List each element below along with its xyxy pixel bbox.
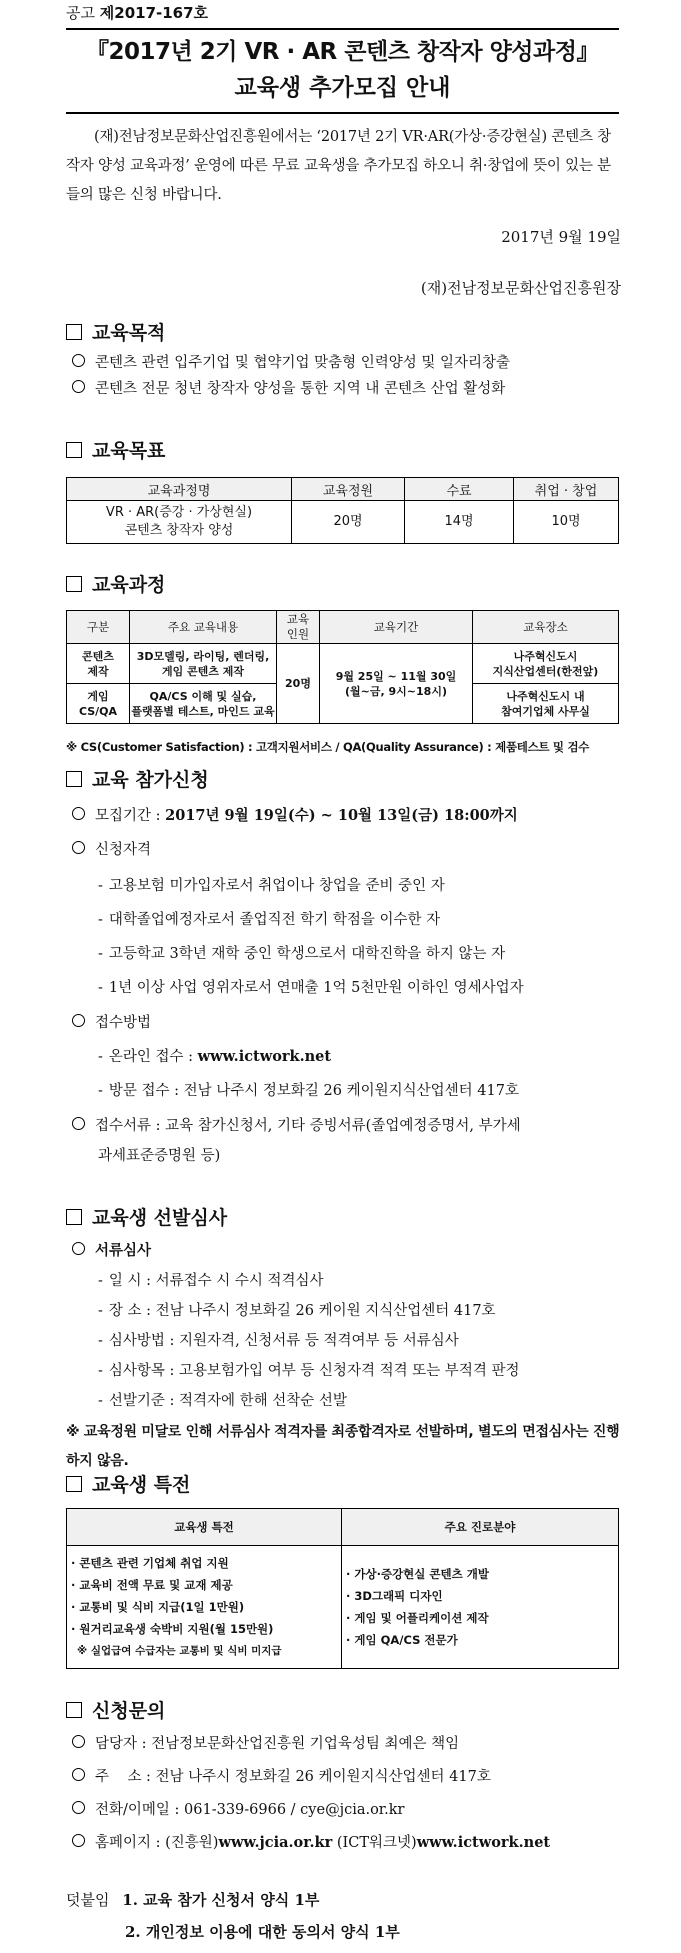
title-line1: 『2017년 2기 VR · AR 콘텐츠 창작자 양성과정』 xyxy=(86,39,599,65)
course-table xyxy=(66,610,619,724)
section-course-title: 교육과정 xyxy=(92,574,166,596)
career-item: · 3D그래픽 디자인 xyxy=(346,1589,443,1603)
circle-bullet-icon xyxy=(72,1117,85,1130)
circle-bullet-icon xyxy=(72,807,85,820)
course-footnote: ※ CS(Customer Satisfaction) : 고객지원서비스 / QA(Quality Assurance) : 제품테스트 및 검수 xyxy=(66,740,590,754)
select-warning: ※ 교육정원 미달로 인해 서류심사 적격자를 최종합격자로 선발하며, 별도의 면접심사는 진행하지 않음. xyxy=(66,1424,620,1469)
course-place-line1: 나주혁신도시 xyxy=(513,649,578,663)
course-header-capacity-line1: 교육 xyxy=(286,612,310,626)
table-row xyxy=(67,644,619,684)
homepage-link-jcia[interactable]: www.jcia.or.kr xyxy=(218,1834,333,1851)
checkbox-square-icon xyxy=(66,1476,82,1492)
attachment-1 xyxy=(66,1889,319,1910)
course-content-line1: 3D모델링, 라이팅, 렌더링, xyxy=(136,649,270,663)
career-item: · 가상·증강현실 콘텐츠 개발 xyxy=(346,1567,489,1581)
checkbox-square-icon xyxy=(66,771,82,787)
qualification-item-text: 고용보험 미가입자로서 취업이나 창업을 준비 중인 자 xyxy=(108,878,445,894)
section-benefit xyxy=(66,1470,190,1497)
circle-bullet-icon xyxy=(72,1014,85,1027)
career-item: · 게임 QA/CS 전문가 xyxy=(346,1633,458,1647)
course-category-line1: 콘텐츠 xyxy=(82,649,114,663)
course-content-line1: QA/CS 이해 및 실습, xyxy=(149,689,257,703)
checkbox-square-icon xyxy=(66,442,82,458)
issuer: (재)전남정보문화산업진흥원장 xyxy=(420,279,621,297)
notice-number xyxy=(66,2,208,23)
course-category-line2: CS/QA xyxy=(78,704,118,718)
qualification-item-text: 고등학교 3학년 재학 중인 학생으로서 대학진학을 하지 않는 자 xyxy=(108,946,506,962)
checkbox-square-icon xyxy=(66,1209,82,1225)
apply-docs-line2: 과세표준증명원 등) xyxy=(98,1148,221,1164)
benefit-note: ※ 실업급여 수급자는 교통비 및 식비 미지급 xyxy=(77,1645,282,1657)
benefit-item: · 원거리교육생 숙박비 지원(월 15만원) xyxy=(71,1622,274,1636)
attachment-item: 1. 교육 참가 신청서 양식 1부 xyxy=(122,1891,320,1909)
section-benefit-title: 교육생 특전 xyxy=(92,1474,191,1496)
goal-employment: 10명 xyxy=(514,501,619,544)
section-purpose xyxy=(66,318,165,345)
apply-docs-line1: 접수서류 : 교육 참가신청서, 기타 증빙서류(졸업예정증명서, 부가세 xyxy=(95,1118,521,1134)
goal-completion: 14명 xyxy=(405,501,514,544)
goal-header-completion: 수료 xyxy=(405,478,514,501)
goal-table xyxy=(66,477,619,544)
course-capacity: 20명 xyxy=(277,644,320,724)
inquiry-homepage-label: 홈페이지 : (진흥원) xyxy=(95,1835,219,1851)
benefit-header: 교육생 특전 xyxy=(67,1509,342,1546)
title-block xyxy=(66,28,619,114)
benefit-table xyxy=(66,1508,619,1669)
goal-header-employment: 취업 · 창업 xyxy=(514,478,619,501)
attachment-item: 2. 개인정보 이용에 대한 동의서 양식 1부 xyxy=(125,1923,400,1941)
method-online-link[interactable]: www.ictwork.net xyxy=(197,1048,332,1065)
select-item-text: 장 소 : 전남 나주시 정보화길 26 케이원 지식산업센터 417호 xyxy=(108,1303,496,1319)
homepage-link-ictwork[interactable]: www.ictwork.net xyxy=(416,1834,551,1851)
qualification-item: - 고등학교 3학년 재학 중인 학생으로서 대학진학을 하지 않는 자 xyxy=(98,946,506,962)
qualification-item-text: 1년 이상 사업 영위자로서 연매출 1억 5천만원 이하인 영세사업자 xyxy=(108,980,524,996)
select-item-text: 일 시 : 서류접수 시 수시 적격심사 xyxy=(108,1273,324,1289)
circle-bullet-icon xyxy=(72,1834,85,1847)
qualification-item: - 고용보험 미가입자로서 취업이나 창업을 준비 중인 자 xyxy=(98,878,445,894)
notice-date: 2017년 9월 19일 xyxy=(501,228,621,246)
apply-period-label: 모집기간 : xyxy=(95,808,161,824)
inquiry-manager-text: 담당자 : 전남정보문화산업진흥원 기업육성팀 최예은 책임 xyxy=(95,1736,460,1752)
select-item: - 심사방법 : 지원자격, 신청서류 등 적격여부 등 서류심사 xyxy=(98,1333,459,1349)
goal-course-name-line2: 콘텐츠 창작자 양성 xyxy=(124,523,234,538)
section-apply xyxy=(66,765,209,792)
section-purpose-title: 교육목적 xyxy=(92,322,166,344)
attachment-2 xyxy=(125,1921,400,1942)
course-header-capacity xyxy=(277,611,320,644)
section-inquiry-title: 신청문의 xyxy=(92,1700,166,1722)
apply-qualification-label: 신청자격 xyxy=(95,842,152,858)
career-header: 주요 진로분야 xyxy=(342,1509,619,1546)
title-line2: 교육생 추가모집 안내 xyxy=(234,75,451,101)
career-list xyxy=(342,1546,619,1669)
course-period xyxy=(320,644,473,724)
attachment-label: 덧붙임 xyxy=(66,1891,110,1909)
method-online-label: 온라인 접수 : xyxy=(108,1049,194,1065)
circle-bullet-icon xyxy=(72,1242,85,1255)
select-item-text: 심사항목 : 고용보험가입 여부 등 신청자격 적격 또는 부적격 판정 xyxy=(108,1363,520,1379)
purpose-item xyxy=(72,351,510,372)
inquiry-contact xyxy=(72,1798,404,1819)
checkbox-square-icon xyxy=(66,324,82,340)
goal-header-name: 교육과정명 xyxy=(67,478,292,501)
checkbox-square-icon xyxy=(66,576,82,592)
select-doc-review xyxy=(72,1239,151,1260)
course-place xyxy=(473,684,619,724)
inquiry-homepage-mid: (ICT워크넷) xyxy=(332,1835,417,1851)
section-goal-title: 교육목표 xyxy=(92,440,166,462)
course-header-capacity-line2: 인원 xyxy=(286,627,310,641)
select-item-text: 선발기준 : 적격자에 한해 선착순 선발 xyxy=(108,1393,347,1409)
course-header-place: 교육장소 xyxy=(473,611,619,644)
course-content-line2: 게임 콘텐츠 제작 xyxy=(161,664,245,678)
apply-docs xyxy=(72,1114,521,1135)
apply-method xyxy=(72,1011,151,1032)
course-header-content: 주요 교육내용 xyxy=(130,611,277,644)
section-select-title: 교육생 선발심사 xyxy=(92,1207,228,1229)
select-item: - 일 시 : 서류접수 시 수시 적격심사 xyxy=(98,1273,324,1289)
benefit-item: · 교육비 전액 무료 및 교재 제공 xyxy=(71,1578,233,1592)
course-category xyxy=(67,684,130,724)
circle-bullet-icon xyxy=(72,354,85,367)
inquiry-homepage xyxy=(72,1831,550,1852)
course-place xyxy=(473,644,619,684)
notice-number-value: 제2017-167호 xyxy=(99,4,209,22)
apply-method-label: 접수방법 xyxy=(95,1015,152,1031)
apply-period-value: 2017년 9월 19일(수) ~ 10월 13일(금) 18:00까지 xyxy=(165,807,518,824)
method-visit: - 방문 접수 : 전남 나주시 정보화길 26 케이원지식산업센터 417호 xyxy=(98,1083,519,1099)
method-visit-text: 방문 접수 : 전남 나주시 정보화길 26 케이원지식산업센터 417호 xyxy=(108,1083,519,1099)
select-doc-label: 서류심사 xyxy=(95,1242,152,1259)
benefit-list xyxy=(67,1546,342,1669)
notice-label: 공고 xyxy=(66,4,95,22)
benefit-item: · 교통비 및 식비 지급(1일 1만원) xyxy=(71,1600,245,1614)
course-content xyxy=(130,684,277,724)
goal-capacity: 20명 xyxy=(292,501,405,544)
qualification-item-text: 대학졸업예정자로서 졸업직전 학기 학점을 이수한 자 xyxy=(108,912,441,928)
goal-course-name-line1: VR · AR(증강 · 가상현실) xyxy=(105,505,253,520)
section-select xyxy=(66,1203,227,1230)
circle-bullet-icon xyxy=(72,1801,85,1814)
select-item: - 장 소 : 전남 나주시 정보화길 26 케이원 지식산업센터 417호 xyxy=(98,1303,496,1319)
purpose-item xyxy=(72,377,505,398)
circle-bullet-icon xyxy=(72,1735,85,1748)
course-period-line2: (월~금, 9시~18시) xyxy=(345,684,447,698)
course-period-line1: 9월 25일 ~ 11월 30일 xyxy=(335,669,457,683)
course-header-period: 교육기간 xyxy=(320,611,473,644)
purpose-item-text: 콘텐츠 전문 청년 창작자 양성을 통한 지역 내 콘텐츠 산업 활성화 xyxy=(95,381,506,397)
goal-course-name xyxy=(67,501,292,544)
inquiry-address xyxy=(72,1765,491,1786)
inquiry-address-text: 주 소 : 전남 나주시 정보화길 26 케이원지식산업센터 417호 xyxy=(95,1769,491,1785)
course-category-line2: 제작 xyxy=(87,664,109,678)
career-item: · 게임 및 어플리케이션 제작 xyxy=(346,1611,489,1625)
section-apply-title: 교육 참가신청 xyxy=(92,769,209,791)
inquiry-contact-text: 전화/이메일 : 061-339-6966 / cye@jcia.or.kr xyxy=(95,1802,405,1818)
qualification-item: - 1년 이상 사업 영위자로서 연매출 1억 5천만원 이하인 영세사업자 xyxy=(98,980,524,996)
circle-bullet-icon xyxy=(72,380,85,393)
course-category-line1: 게임 xyxy=(87,689,109,703)
benefit-item: · 콘텐츠 관련 기업체 취업 지원 xyxy=(71,1556,229,1570)
apply-period xyxy=(72,804,518,825)
qualification-item: - 대학졸업예정자로서 졸업직전 학기 학점을 이수한 자 xyxy=(98,912,441,928)
apply-qualification xyxy=(72,838,151,859)
checkbox-square-icon xyxy=(66,1702,82,1718)
course-place-line2: 참여기업체 사무실 xyxy=(501,704,590,718)
course-category xyxy=(67,644,130,684)
circle-bullet-icon xyxy=(72,1768,85,1781)
course-header-category: 구분 xyxy=(67,611,130,644)
select-item-text: 심사방법 : 지원자격, 신청서류 등 적격여부 등 서류심사 xyxy=(108,1333,459,1349)
inquiry-manager xyxy=(72,1732,459,1753)
intro-paragraph: (재)전남정보문화산업진흥원에서는 ‘2017년 2기 VR·AR(가상·증강현실) 콘텐츠 창작자 양성 교육과정’ 운영에 따른 무료 교육생을 추가모집 하오니 취·창업에 뜻이 있는 분들의 많은 신청 바랍니다. xyxy=(66,129,611,203)
section-course xyxy=(66,570,165,597)
course-content xyxy=(130,644,277,684)
section-goal xyxy=(66,436,165,463)
course-content-line2: 플랫폼별 테스트, 마인드 교육 xyxy=(131,704,275,718)
course-place-line2: 지식산업센터(한전앞) xyxy=(492,664,599,678)
circle-bullet-icon xyxy=(72,841,85,854)
goal-header-capacity: 교육정원 xyxy=(292,478,405,501)
select-item: - 심사항목 : 고용보험가입 여부 등 신청자격 적격 또는 부적격 판정 xyxy=(98,1363,520,1379)
select-item: - 선발기준 : 적격자에 한해 선착순 선발 xyxy=(98,1393,347,1409)
purpose-item-text: 콘텐츠 관련 입주기업 및 협약기업 맞춤형 인력양성 및 일자리창출 xyxy=(95,355,511,371)
method-online: - 온라인 접수 : www.ictwork.net xyxy=(98,1048,332,1065)
course-place-line1: 나주혁신도시 내 xyxy=(506,689,585,703)
section-inquiry xyxy=(66,1696,165,1723)
